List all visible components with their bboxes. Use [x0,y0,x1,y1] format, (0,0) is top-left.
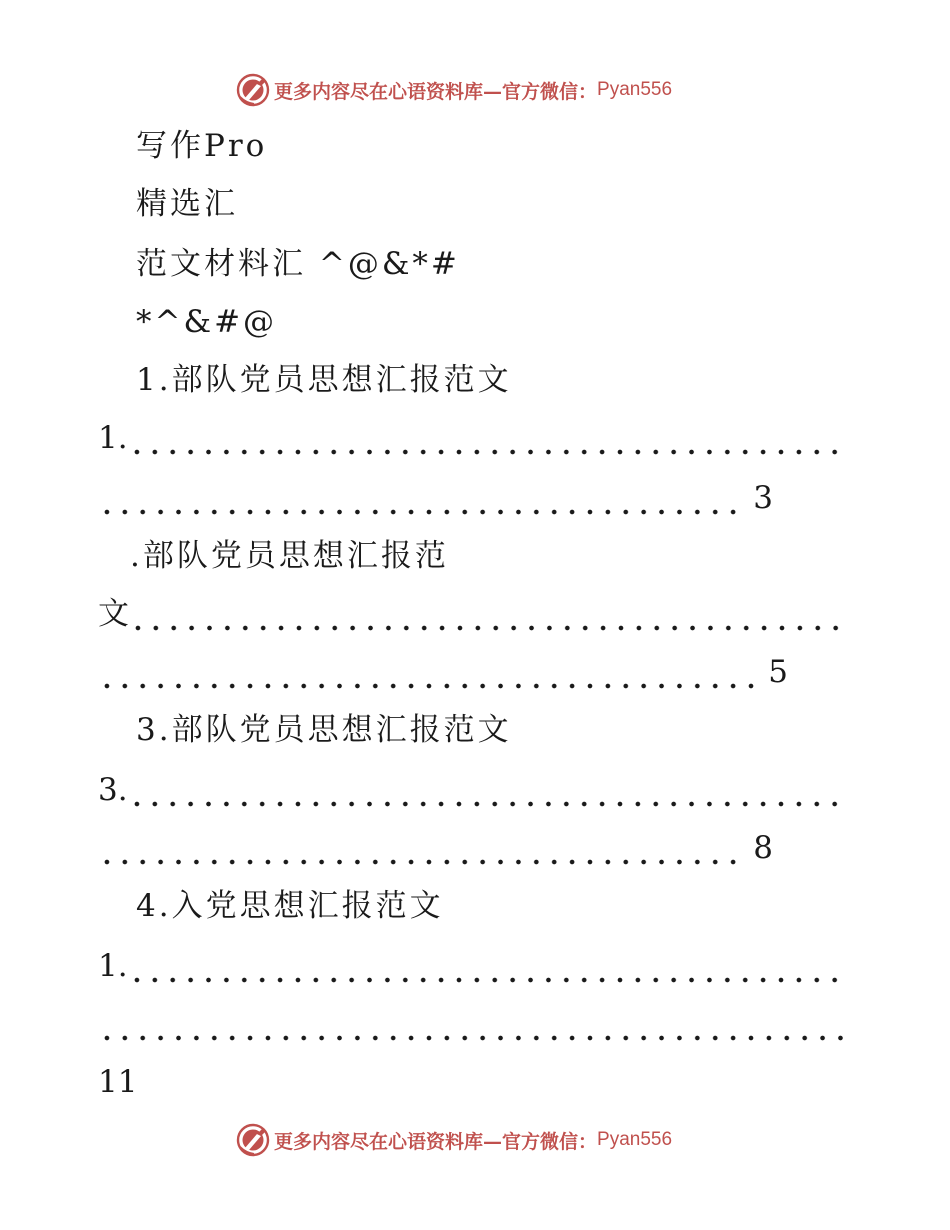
pen-logo-icon [236,1123,270,1157]
dot-leader [98,478,745,518]
toc-leader-row [98,478,773,518]
wechat-id: Pyan556 [597,79,673,100]
pen-logo-icon [236,73,270,107]
banner-text: 更多内容尽在心语资料库—官方微信： [274,80,598,103]
dot-leader [98,652,760,692]
toc-leader-row [98,418,844,458]
toc-leader-start: 3. [98,772,128,808]
toc-page-number: 3 [753,480,773,516]
doc-line-2: 精选汇 [136,186,238,222]
toc-entry-title: 1.部队党员思想汇报范文 [136,362,512,398]
toc-leader-start: 1. [98,420,128,456]
toc-entry-title: .部队党员思想汇报范 [130,538,449,574]
toc-leader-row [98,946,844,986]
footer-banner [236,1122,672,1158]
toc-leader-row [98,594,844,634]
wechat-id: Pyan556 [597,1129,673,1150]
toc-entry-title: 3.部队党员思想汇报范文 [136,712,512,748]
header-banner [236,72,672,108]
doc-line-4: *^&#@ [136,304,278,340]
toc-leader-start: 文 [98,596,129,632]
toc-leader-row [98,652,788,692]
toc-leader-start: 1. [98,948,128,984]
dot-leader [98,828,745,868]
toc-leader-row [98,770,844,810]
toc-leader-row [98,828,773,868]
banner-text: 更多内容尽在心语资料库—官方微信： [274,1130,598,1153]
toc-entry-title: 4.入党思想汇报范文 [136,888,444,924]
dot-leader [128,418,844,458]
dot-leader [128,770,844,810]
toc-leader-row [98,1004,844,1044]
doc-line-1: 写作Pro [136,128,268,164]
doc-line-3: 范文材料汇 ^@&*# [136,246,460,282]
toc-page-number: 8 [753,830,773,866]
dot-leader [128,946,844,986]
toc-page-number: 11 [98,1064,138,1100]
toc-page-number: 5 [768,654,788,690]
dot-leader [98,1004,844,1044]
dot-leader [129,594,844,634]
